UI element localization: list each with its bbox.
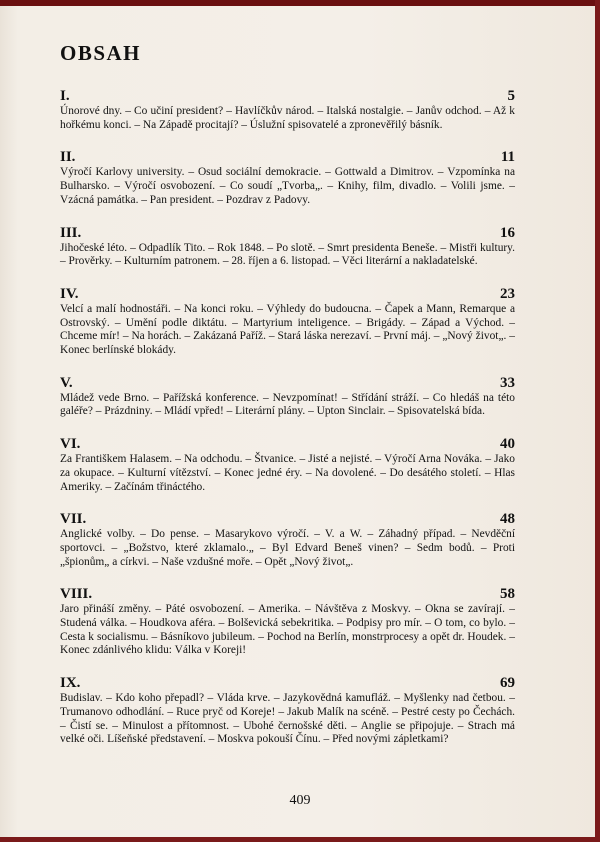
section-entries: Únorové dny. – Co učiní president? – Havlíčkův národ. – Italská nostalgie. – Janův odchod. – Až k hořkému konci. – Na Západě procitají? – Úslužní spisovatelé a zpronevěřilý básník.	[60, 105, 515, 131]
toc-section	[60, 436, 515, 494]
section-numeral: VIII.	[60, 586, 93, 603]
section-page-number: 23	[500, 285, 515, 302]
section-heading	[60, 375, 515, 391]
section-page-number: 40	[500, 436, 515, 453]
page-edge-top	[0, 0, 600, 6]
table-of-contents	[60, 40, 515, 764]
toc-sections	[60, 88, 515, 747]
toc-section	[60, 375, 515, 419]
section-page-number: 58	[500, 586, 515, 603]
section-page-number: 48	[500, 511, 515, 528]
section-page-number: 5	[507, 88, 515, 104]
toc-section	[60, 286, 515, 358]
page-number: 409	[289, 793, 311, 808]
toc-section	[60, 149, 515, 207]
section-entries: Mládež vede Brno. – Pařížská konference. – Nevzpomínat! – Střídání stráží. – Co hledáš na této galéře? – Prázdniny. – Mládí vpřed! – Literární plány. – Upton Sinclair. – Spisovatelská bída.	[60, 391, 515, 418]
section-heading	[60, 225, 515, 241]
section-page-number: 16	[500, 224, 515, 241]
toc-section	[60, 586, 515, 658]
section-entries: Budislav. – Kdo koho přepadl? – Vláda krve. – Jazykovědná kamufláž. – Myšlenky nad četbou. – Trumanovo odhodlání. – Ruce pryč od Koreje! – Jakub Malík na scéně. – Pestré cesty po Čechách. – Čistí se. – Minulost a přítomnost. – Ubohé černošské děti. – Anglie se připojuje. – Strach má velké oči. Líšeňské představení. – Moskva pokouší Čínu. – Před novými zápletkami?	[60, 692, 515, 746]
section-heading	[60, 436, 515, 452]
section-numeral: I.	[60, 88, 70, 104]
toc-section	[60, 88, 515, 132]
section-heading	[60, 586, 515, 602]
section-page-number: 33	[500, 374, 515, 391]
page-edge-bottom	[0, 837, 600, 842]
section-heading	[60, 88, 515, 104]
toc-section	[60, 225, 515, 269]
section-page-number: 11	[500, 149, 515, 166]
section-entries: Výročí Karlovy university. – Osud sociální demokracie. – Gottwald a Dimitrov. – Vzpomínka na Bulharsko. – Výročí osvobození. – Co soudí „Tvorba„. – Knihy, film, divadlo. – Volili jsme. – Vzácná památka. – Pan president. – Pozdrav z Padovy.	[60, 166, 515, 206]
section-numeral: IX.	[60, 675, 81, 692]
section-heading	[60, 149, 515, 165]
section-numeral: III.	[60, 224, 82, 241]
section-numeral: VI.	[60, 436, 81, 453]
section-entries: Velcí a malí hodnostáři. – Na konci roku. – Výhledy do budoucna. – Čapek a Mann, Remarque a Ostrovský. – Umění podle diktátu. – Martyrium inteligence. – Brigády. – Západ a Východ. – Chceme mír! – Na horách. – Zakázaná Paříž. – Stará láska nerezaví. – První máj. – „Nový život„. – Konec berlínské blokády.	[60, 302, 515, 357]
section-entries: Jaro přináší změny. – Páté osvobození. – Amerika. – Návštěva z Moskvy. – Okna se zavírají. – Studená válka. – Houdkova aféra. – Bolševická sebekritika. – Podpisy pro mír. – O tom, co bylo. – Cesta k socialismu. – Básníkovo jubileum. – Pochod na Berlín, monstrprocesy a opět dr. Houdek. – Konec zdánlivého klidu: Válka v Koreji!	[60, 603, 515, 657]
section-heading	[60, 511, 515, 527]
section-numeral: II.	[60, 149, 76, 166]
section-numeral: V.	[60, 374, 73, 391]
page-edge-right	[595, 0, 600, 842]
toc-section	[60, 511, 515, 569]
toc-title: OBSAH	[60, 41, 142, 65]
section-page-number: 69	[500, 675, 515, 692]
section-heading	[60, 675, 515, 691]
toc-section	[60, 675, 515, 747]
section-numeral: IV.	[60, 285, 79, 302]
section-numeral: VII.	[60, 511, 87, 528]
section-heading	[60, 286, 515, 302]
section-entries: Za Františkem Halasem. – Na odchodu. – Štvanice. – Jisté a nejisté. – Výročí Arna Nováka. – Jako za okupace. – Kulturní vítězství. – Konec jedné éry. – Na dovolené. – Do desátého století. – Hlas Ameriky. – Začínám třináctého.	[60, 453, 515, 493]
section-entries: Anglické volby. – Do pense. – Masarykovo výročí. – V. a W. – Záhadný případ. – Nevděční sportovci. – „Božstvo, které zklamalo.„ – Byl Edvard Beneš vinen? – Sedm bodů. – Proti „špionům„ a církvi. – Naše vzdušné moře. – Opět „Nový život„.	[60, 528, 515, 568]
section-entries: Jihočeské léto. – Odpadlík Tito. – Rok 1848. – Po slotě. – Smrt presidenta Beneše. – Mistři kultury. – Prověrky. – Kulturním patronem. – 28. říjen a 6. listopad. – Věci literární a nakladatelské.	[60, 241, 515, 268]
